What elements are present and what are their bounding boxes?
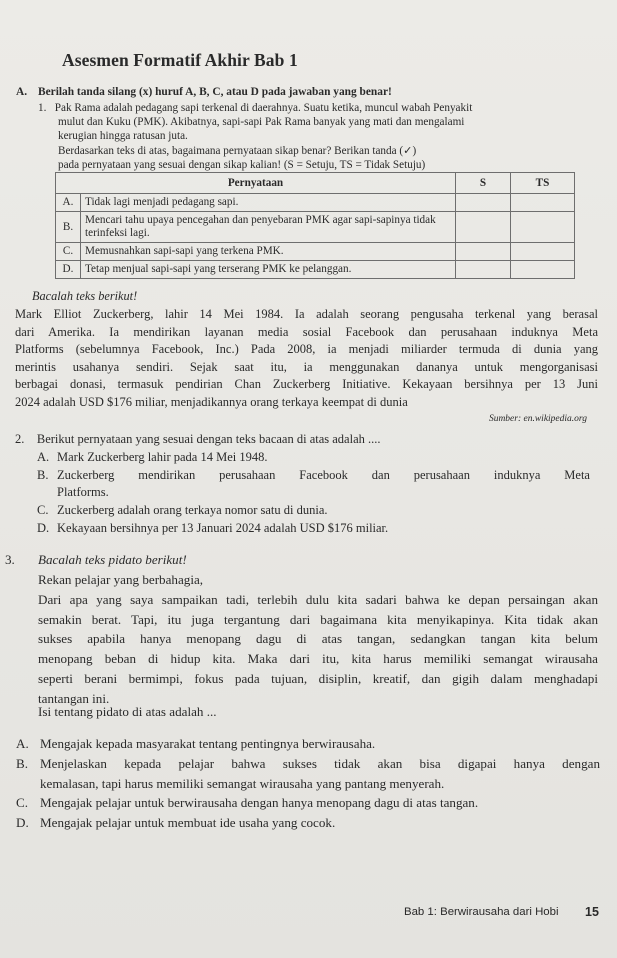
reading-line: dari Amerika. Ia mendirikan layanan media sosial Facebook dan perusahaan induknya Meta [15, 324, 598, 339]
option-c[interactable] [15, 502, 598, 520]
option-text: Kekayaan bersihnya per 13 Januari 2024 adalah USD $176 miliar. [57, 520, 389, 535]
reading-passage [15, 306, 598, 412]
question-1-line: Pak Rama adalah pedagang sapi terkenal di daerahnya. Suatu ketika, muncul wabah Penyakit [54, 102, 473, 114]
option-text: Mengajak pelajar untuk membuat ide usaha yang cocok. [40, 815, 336, 831]
header-ts: TS [511, 173, 575, 194]
header-pernyataan: Pernyataan [56, 173, 456, 194]
option-d[interactable] [0, 813, 600, 833]
option-letter: B. [16, 755, 29, 771]
row-ts-cell[interactable] [511, 194, 575, 212]
row-s-cell[interactable] [456, 194, 511, 212]
row-s-cell[interactable] [456, 261, 511, 279]
row-s-cell[interactable] [456, 243, 511, 261]
option-letter: D. [16, 815, 29, 831]
question-2 [15, 431, 598, 538]
speech-greeting: Rekan pelajar yang berbahagia, [38, 572, 204, 587]
reading-label: Bacalah teks berikut! [32, 289, 138, 303]
option-a[interactable] [15, 449, 598, 467]
question-1-line: kerugian hingga ratusan juta. [58, 130, 188, 143]
chapter-footer: Bab 1: Berwirausaha dari Hobi [404, 906, 559, 918]
option-letter: B. [37, 467, 49, 482]
speech-line: semakin berat. Tapi, itu juga tergantung dari bagaimana kita menyikapinya. Kita tidak akan [38, 611, 598, 627]
table-row [56, 261, 575, 279]
question-3-number: 3. [5, 552, 15, 567]
row-letter: B. [56, 212, 81, 243]
question-3-options [0, 734, 600, 833]
reading-line: Platforms (sebelumnya Facebook, Inc.) Pada 2008, ia menjadi miliarder termuda di dunia yang [15, 342, 598, 357]
option-letter: C. [16, 795, 29, 811]
row-letter: A. [56, 194, 81, 212]
option-letter: C. [37, 503, 49, 518]
row-statement: Memusnahkan sapi-sapi yang terkena PMK. [81, 243, 456, 261]
table-row [56, 212, 575, 243]
question-3-prompt: Isi tentang pidato di atas adalah ... [38, 704, 217, 719]
page-title: Asesmen Formatif Akhir Bab 1 [62, 50, 298, 70]
option-a[interactable] [0, 734, 600, 754]
option-text: Menjelaskan kepada pelajar bahwa sukses tidak akan bisa digapai hanya dengan [40, 755, 600, 771]
option-letter: A. [37, 449, 50, 464]
speech-line: Dari apa yang saya sampaikan tadi, terlebih dulu kita sadari bahwa ke depan persaingan akan [38, 591, 598, 607]
speech-line: tantangan ini. [38, 690, 110, 706]
row-ts-cell[interactable] [511, 212, 575, 243]
row-letter: C. [56, 243, 81, 261]
option-d[interactable] [15, 520, 598, 538]
row-statement: Tidak lagi menjadi pedagang sapi. [81, 194, 456, 212]
row-s-cell[interactable] [456, 212, 511, 243]
option-text: Zuckerberg adalah orang terkaya nomor satu di dunia. [57, 503, 328, 518]
row-ts-cell[interactable] [511, 243, 575, 261]
option-b-continuation: kemalasan, tapi harus memiliki semangat wirausaha yang pantang menyerah. [40, 775, 445, 791]
option-b[interactable] [15, 467, 598, 485]
table-row [56, 243, 575, 261]
question-1 [38, 101, 598, 172]
speech-line: seperti berani bermimpi, fokus pada tujuan, disiplin, kreatif, dan gigih dalam menghadapi [38, 670, 598, 686]
row-statement: Mencari tahu upaya pencegahan dan penyebaran PMK agar sapi-sapinya tidak terinfeksi lagi. [81, 212, 456, 243]
table-header-row [56, 173, 575, 194]
question-1-number: 1. [38, 102, 47, 114]
section-a-label: A. [16, 86, 28, 98]
row-ts-cell[interactable] [511, 261, 575, 279]
section-a-instruction: Berilah tanda silang (x) huruf A, B, C, atau D pada jawaban yang benar! [38, 86, 392, 98]
table-row [56, 194, 575, 212]
question-1-line: Berdasarkan teks di atas, bagaimana pernyataan sikap benar? Berikan tanda (✓) [58, 144, 417, 157]
question-1-line: mulut dan Kuku (PMK). Akibatnya, sapi-sapi Pak Rama banyak yang mati dan mengalami [58, 116, 465, 129]
question-2-number: 2. [15, 432, 25, 446]
option-b[interactable] [0, 754, 600, 774]
question-3-stem: Bacalah teks pidato berikut! [38, 552, 187, 567]
speech-line: menopang beban di hidup kita. Maka dari itu, kita harus memiliki semangat wirausaha [38, 651, 598, 667]
page-number: 15 [585, 905, 599, 919]
option-text: Mark Zuckerberg lahir pada 14 Mei 1948. [57, 449, 268, 464]
option-letter: D. [37, 520, 50, 535]
option-text: Zuckerberg mendirikan perusahaan Facebook dan perusahaan induknya Meta [57, 467, 590, 482]
question-2-stem: Berikut pernyataan yang sesuai dengan teks bacaan di atas adalah .... [36, 432, 381, 446]
attitude-table [55, 172, 575, 279]
option-c[interactable] [0, 793, 600, 813]
reading-line: Mark Elliot Zuckerberg, lahir 14 Mei 1984. Ia adalah seorang pengusaha terkenal yang berasal [15, 307, 598, 321]
row-statement: Tetap menjual sapi-sapi yang terserang PMK ke pelanggan. [81, 261, 456, 279]
reading-line: merintis usahanya sendiri. Sejak saat itu, ia menggunakan dananya untuk mengorganisasi [15, 359, 598, 374]
reading-line: 2024 adalah USD $176 miliar, menjadikannya orang terkaya keempat di dunia [15, 394, 408, 409]
section-a-heading [16, 86, 392, 98]
speech-line: sukses apabila hanya menopang dagu di atas tangan, sedangkan tangan kita belum [38, 631, 598, 647]
row-letter: D. [56, 261, 81, 279]
option-letter: A. [16, 736, 29, 751]
speech-text [38, 570, 598, 709]
reading-line: berbagai donasi, termasuk pendirian Chan Zuckerberg Initiative. Kekayaan bersihnya per 13 Juni [15, 377, 598, 392]
option-text: Mengajak pelajar untuk berwirausaha dengan hanya menopang dagu di atas tangan. [40, 795, 479, 811]
option-b-continuation: Platforms. [57, 485, 109, 500]
source-citation: Sumber: en.wikipedia.org [488, 414, 587, 424]
header-s: S [456, 173, 511, 194]
question-1-line: pada pernyataan yang sesuai dengan sikap kalian! (S = Setuju, TS = Tidak Setuju) [58, 158, 426, 171]
option-text: Mengajak kepada masyarakat tentang pentingnya berwirausaha. [40, 736, 376, 751]
